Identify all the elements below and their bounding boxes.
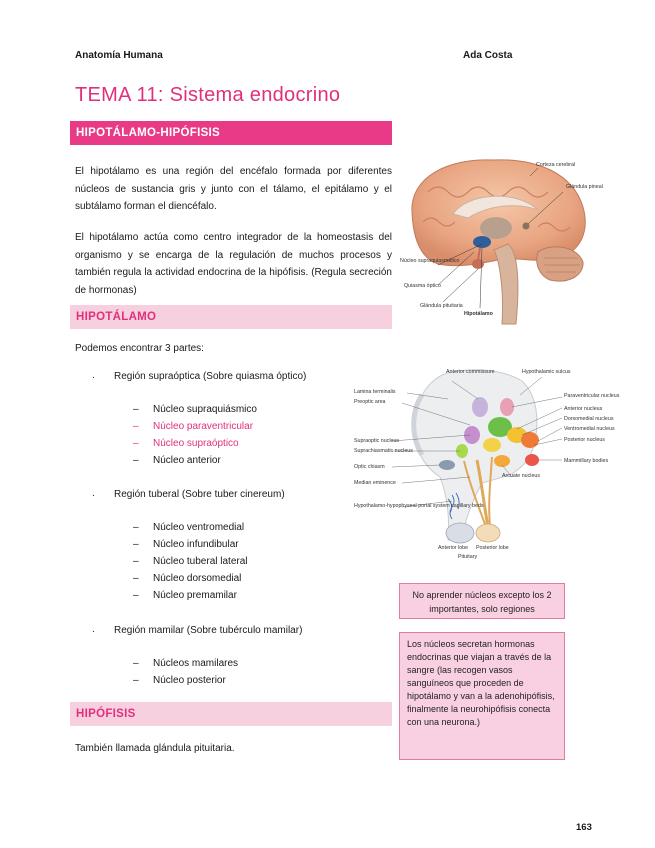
label-posterior-nucleus: Posterior nucleus bbox=[564, 437, 605, 443]
label-optic-chiasm: Optic chiasm bbox=[354, 464, 385, 470]
dash-marker: – bbox=[133, 404, 139, 415]
label-paraventricular: Paraventricular nucleus bbox=[564, 393, 620, 399]
label-quiasma: Quiasma óptico bbox=[404, 283, 441, 289]
nucleus-item-highlight: Núcleo supraóptico bbox=[153, 438, 239, 449]
bullet-marker: . bbox=[92, 624, 95, 635]
label-pituitaria: Glándula pituitaria bbox=[420, 303, 463, 309]
nucleus-item: Núcleo ventromedial bbox=[153, 522, 245, 533]
label-posterior-lobe: Posterior lobe bbox=[476, 545, 509, 551]
nucleus-item-highlight: Núcleo paraventricular bbox=[153, 421, 254, 432]
header-subject: Anatomía Humana bbox=[75, 50, 163, 61]
dash-marker: – bbox=[133, 675, 139, 686]
label-anterior-commissure: Anterior commissure bbox=[446, 369, 495, 375]
label-pituitary: Pituitary bbox=[458, 554, 478, 560]
section-heading-hipofisis: HIPÓFISIS bbox=[70, 702, 392, 726]
nucleus-item: Núcleo posterior bbox=[153, 675, 226, 686]
label-portal-system: Hypothalamo-hypophyseal portal system capillary beds bbox=[354, 503, 484, 509]
nucleus-item: Núcleo dorsomedial bbox=[153, 573, 242, 584]
label-supraoptic: Supraoptic nucleus bbox=[354, 438, 400, 444]
nucleus-item: Núcleo supraquiásmico bbox=[153, 404, 257, 415]
nucleus-item: Núcleo premamilar bbox=[153, 590, 237, 601]
label-anterior-lobe: Anterior lobe bbox=[438, 545, 469, 551]
brain-sagittal-figure bbox=[398, 152, 603, 324]
label-median-eminence: Median eminence bbox=[354, 480, 396, 486]
nucleus-item: Núcleos mamilares bbox=[153, 658, 239, 669]
label-ventromedial: Ventromedial nucleus bbox=[564, 426, 615, 432]
note-hormonas: Los núcleos secretan hormonas endocrinas que viajan a través de la sangre (las recogen vasos sanguíneos que proceden de hipotálamo y van a la adenohipófisis, finalmente la neurohipófisis conecta con una neurona.) bbox=[399, 632, 565, 760]
label-arcuate: Arcuate nucleus bbox=[502, 473, 540, 479]
bullet-marker: . bbox=[92, 488, 95, 499]
label-pineal: Glándula pineal bbox=[566, 184, 603, 190]
nucleus-item: Núcleo anterior bbox=[153, 455, 221, 466]
bullet-marker: . bbox=[92, 370, 95, 381]
page-title: TEMA 11: Sistema endocrino bbox=[75, 84, 341, 106]
region-mamilar: Región mamilar (Sobre tubérculo mamilar) bbox=[114, 625, 303, 636]
dash-marker: – bbox=[133, 421, 139, 432]
dash-marker: – bbox=[133, 658, 139, 669]
paragraph-function: El hipotálamo actúa como centro integrador de la homeostasis del organismo y se encarga de la regulación de muchos procesos y también regula la actividad endocrina de la hipófisis. (Regula secreción de hormonas) bbox=[75, 232, 392, 296]
label-hipotalamo: Hipotálamo bbox=[464, 311, 493, 317]
section-heading-hipotalamo: HIPOTÁLAMO bbox=[70, 305, 392, 329]
label-mammillary: Mammillary bodies bbox=[564, 458, 609, 464]
nucleus-item: Núcleo tuberal lateral bbox=[153, 556, 248, 567]
label-preoptic-area: Preoptic area bbox=[354, 399, 386, 405]
label-cortex: Corteza cerebral bbox=[536, 162, 576, 168]
dash-marker: – bbox=[133, 573, 139, 584]
hypothalamic-nuclei-figure bbox=[352, 365, 637, 560]
paragraph-hipofisis: También llamada glándula pituitaria. bbox=[75, 743, 235, 754]
dash-marker: – bbox=[133, 556, 139, 567]
region-supraoptica: Región supraóptica (Sobre quiasma óptico) bbox=[114, 371, 307, 382]
label-dorsomedial: Dorsomedial nucleus bbox=[564, 416, 614, 422]
nucleus-item: Núcleo infundibular bbox=[153, 539, 239, 550]
label-lamina-terminalis: Lamina terminalis bbox=[354, 389, 396, 395]
note-aprender: No aprender núcleos excepto los 2 importantes, solo regiones bbox=[399, 583, 565, 619]
section-heading-hipotalamo-hipofisis: HIPOTÁLAMO-HIPÓFISIS bbox=[70, 121, 392, 145]
label-hypothalamic-sulcus: Hypothalamic sulcus bbox=[522, 369, 571, 375]
dash-marker: – bbox=[133, 455, 139, 466]
dash-marker: – bbox=[133, 539, 139, 550]
page-number: 163 bbox=[576, 822, 592, 833]
label-anterior-nucleus: Anterior nucleus bbox=[564, 406, 603, 412]
list-intro: Podemos encontrar 3 partes: bbox=[75, 343, 204, 354]
region-tuberal: Región tuberal (Sobre tuber cinereum) bbox=[114, 489, 285, 500]
dash-marker: – bbox=[133, 590, 139, 601]
paragraph-intro: El hipotálamo es una región del encéfalo formada por diferentes núcleos de sustancia gris y junto con el tálamo, el epitálamo y el subtálamo forman el diencéfalo. bbox=[75, 166, 392, 212]
header-author: Ada Costa bbox=[463, 50, 513, 61]
label-suprachiasmatic: Suprachiasmatic nucleus bbox=[354, 448, 413, 454]
dash-marker: – bbox=[133, 522, 139, 533]
label-supraquiasmatico: Núcleo supraquiasmático bbox=[400, 258, 460, 264]
dash-marker: – bbox=[133, 438, 139, 449]
